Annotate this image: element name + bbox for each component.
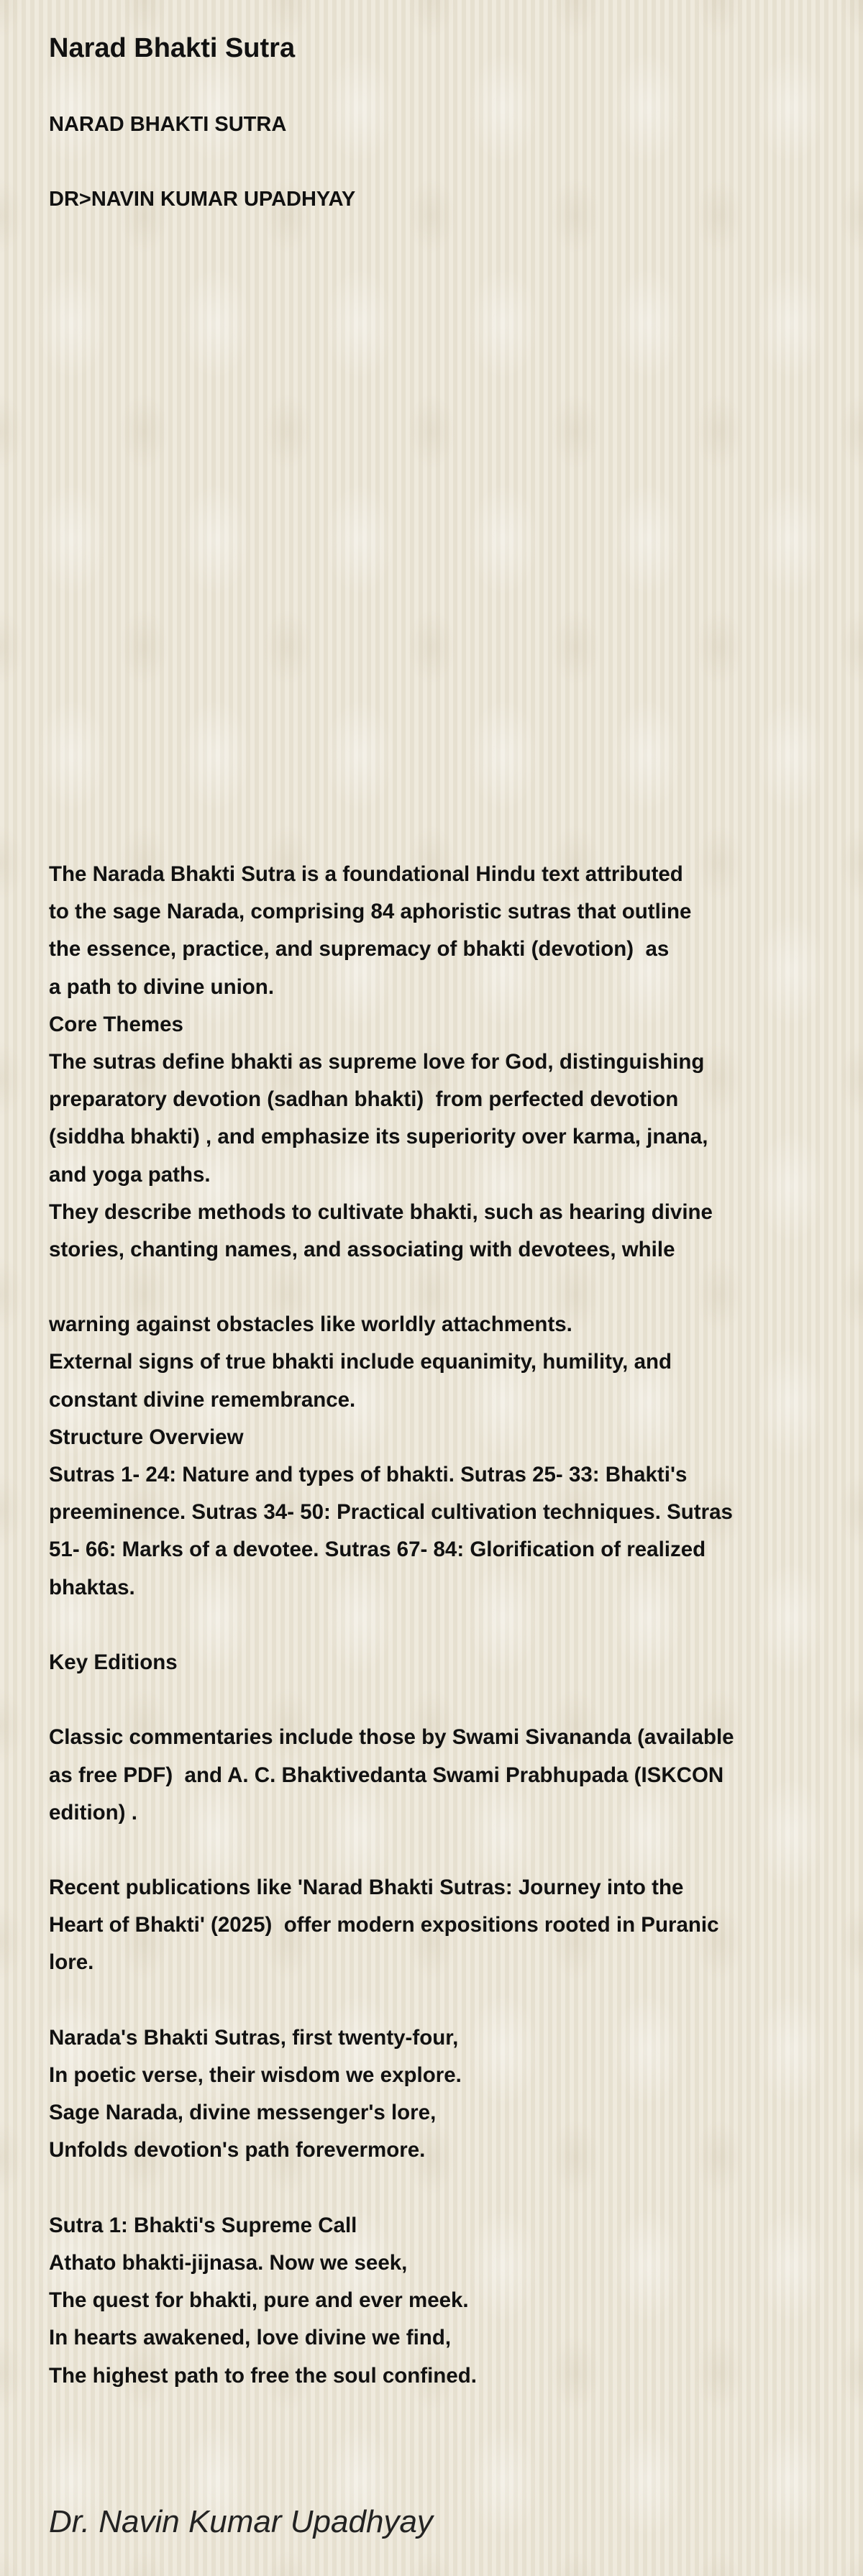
poem-line: External signs of true bhakti include equanimity, humility, and	[49, 1350, 672, 1374]
blank-line	[49, 1607, 811, 1644]
blank-line	[49, 1982, 811, 2019]
blank-line	[49, 2170, 811, 2207]
poem-subtitle: NARAD BHAKTI SUTRA	[49, 113, 287, 136]
poem-line: Recent publications like 'Narad Bhakti Sutras: Journey into the	[49, 1876, 684, 1900]
poem-line: constant divine remembrance.	[49, 1387, 356, 1412]
poem-line: Sutra 1: Bhakti's Supreme Call	[49, 2213, 357, 2237]
poem-line: preparatory devotion (sadhan bhakti) from perfected devotion	[49, 1087, 679, 1112]
poem-line: The Narada Bhakti Sutra is a foundational Hindu text attributed	[49, 862, 683, 886]
poem-line: Sage Narada, divine messenger's lore,	[49, 2101, 437, 2125]
poem-line: Unfolds devotion's path forevermore.	[49, 2138, 426, 2162]
poem-line: They describe methods to cultivate bhakti, such as hearing divine	[49, 1200, 713, 1224]
poem-line: as free PDF) and A. C. Bhaktivedanta Swami Prabhupada (ISKCON	[49, 1763, 724, 1787]
poem-body	[49, 856, 811, 2395]
poem-line: Sutras 1- 24: Nature and types of bhakti. Sutras 25- 33: Bhakti's	[49, 1463, 688, 1486]
poem-line: Key Editions	[49, 1650, 178, 1674]
poem-line: In hearts awakened, love divine we find,	[49, 2326, 452, 2350]
poem-line: (siddha bhakti) , and emphasize its superiority over karma, jnana,	[49, 1125, 708, 1149]
poem-line: The quest for bhakti, pure and ever meek.	[49, 2288, 469, 2313]
poem-line: 51- 66: Marks of a devotee. Sutras 67- 84: Glorification of realized	[49, 1538, 706, 1562]
poem-line: lore.	[49, 1950, 94, 1975]
poem-line: preeminence. Sutras 34- 50: Practical cultivation techniques. Sutras	[49, 1500, 733, 1525]
poem-line: In poetic verse, their wisdom we explore.	[49, 2063, 462, 2087]
author-line: DR>NAVIN KUMAR UPADHYAY	[49, 188, 356, 211]
poem-line: The sutras define bhakti as supreme love for God, distinguishing	[49, 1049, 705, 1074]
poem-line: The highest path to free the soul confined.	[49, 2363, 477, 2388]
poem-line: Heart of Bhakti' (2025) offer modern expositions rooted in Puranic	[49, 1913, 719, 1937]
poem-line: Structure Overview	[49, 1425, 244, 1449]
blank-line	[49, 1269, 811, 1306]
poem-line: bhaktas.	[49, 1575, 135, 1599]
blank-line	[49, 1832, 811, 1869]
poem-line: a path to divine union.	[49, 974, 275, 999]
poem-line: stories, chanting names, and associating with devotees, while	[49, 1237, 675, 1261]
poem-line: warning against obstacles like worldly attachments.	[49, 1312, 572, 1337]
poem-line: Narada's Bhakti Sutras, first twenty-four,	[49, 2025, 459, 2050]
poem-line: Athato bhakti-jijnasa. Now we seek,	[49, 2250, 408, 2275]
poem-line: edition) .	[49, 1800, 137, 1824]
page-title: Narad Bhakti Sutra	[49, 33, 296, 63]
poem-line: Core Themes	[49, 1012, 183, 1036]
poem-line: the essence, practice, and supremacy of bhakti (devotion) as	[49, 937, 670, 962]
poem-line: Classic commentaries include those by Swami Sivananda (available	[49, 1725, 734, 1750]
poem-line: and yoga paths.	[49, 1162, 211, 1187]
author-signature: Dr. Navin Kumar Upadhyay	[49, 2504, 433, 2539]
poem-line: to the sage Narada, comprising 84 aphoristic sutras that outline	[49, 900, 692, 924]
blank-line	[49, 1681, 811, 1719]
